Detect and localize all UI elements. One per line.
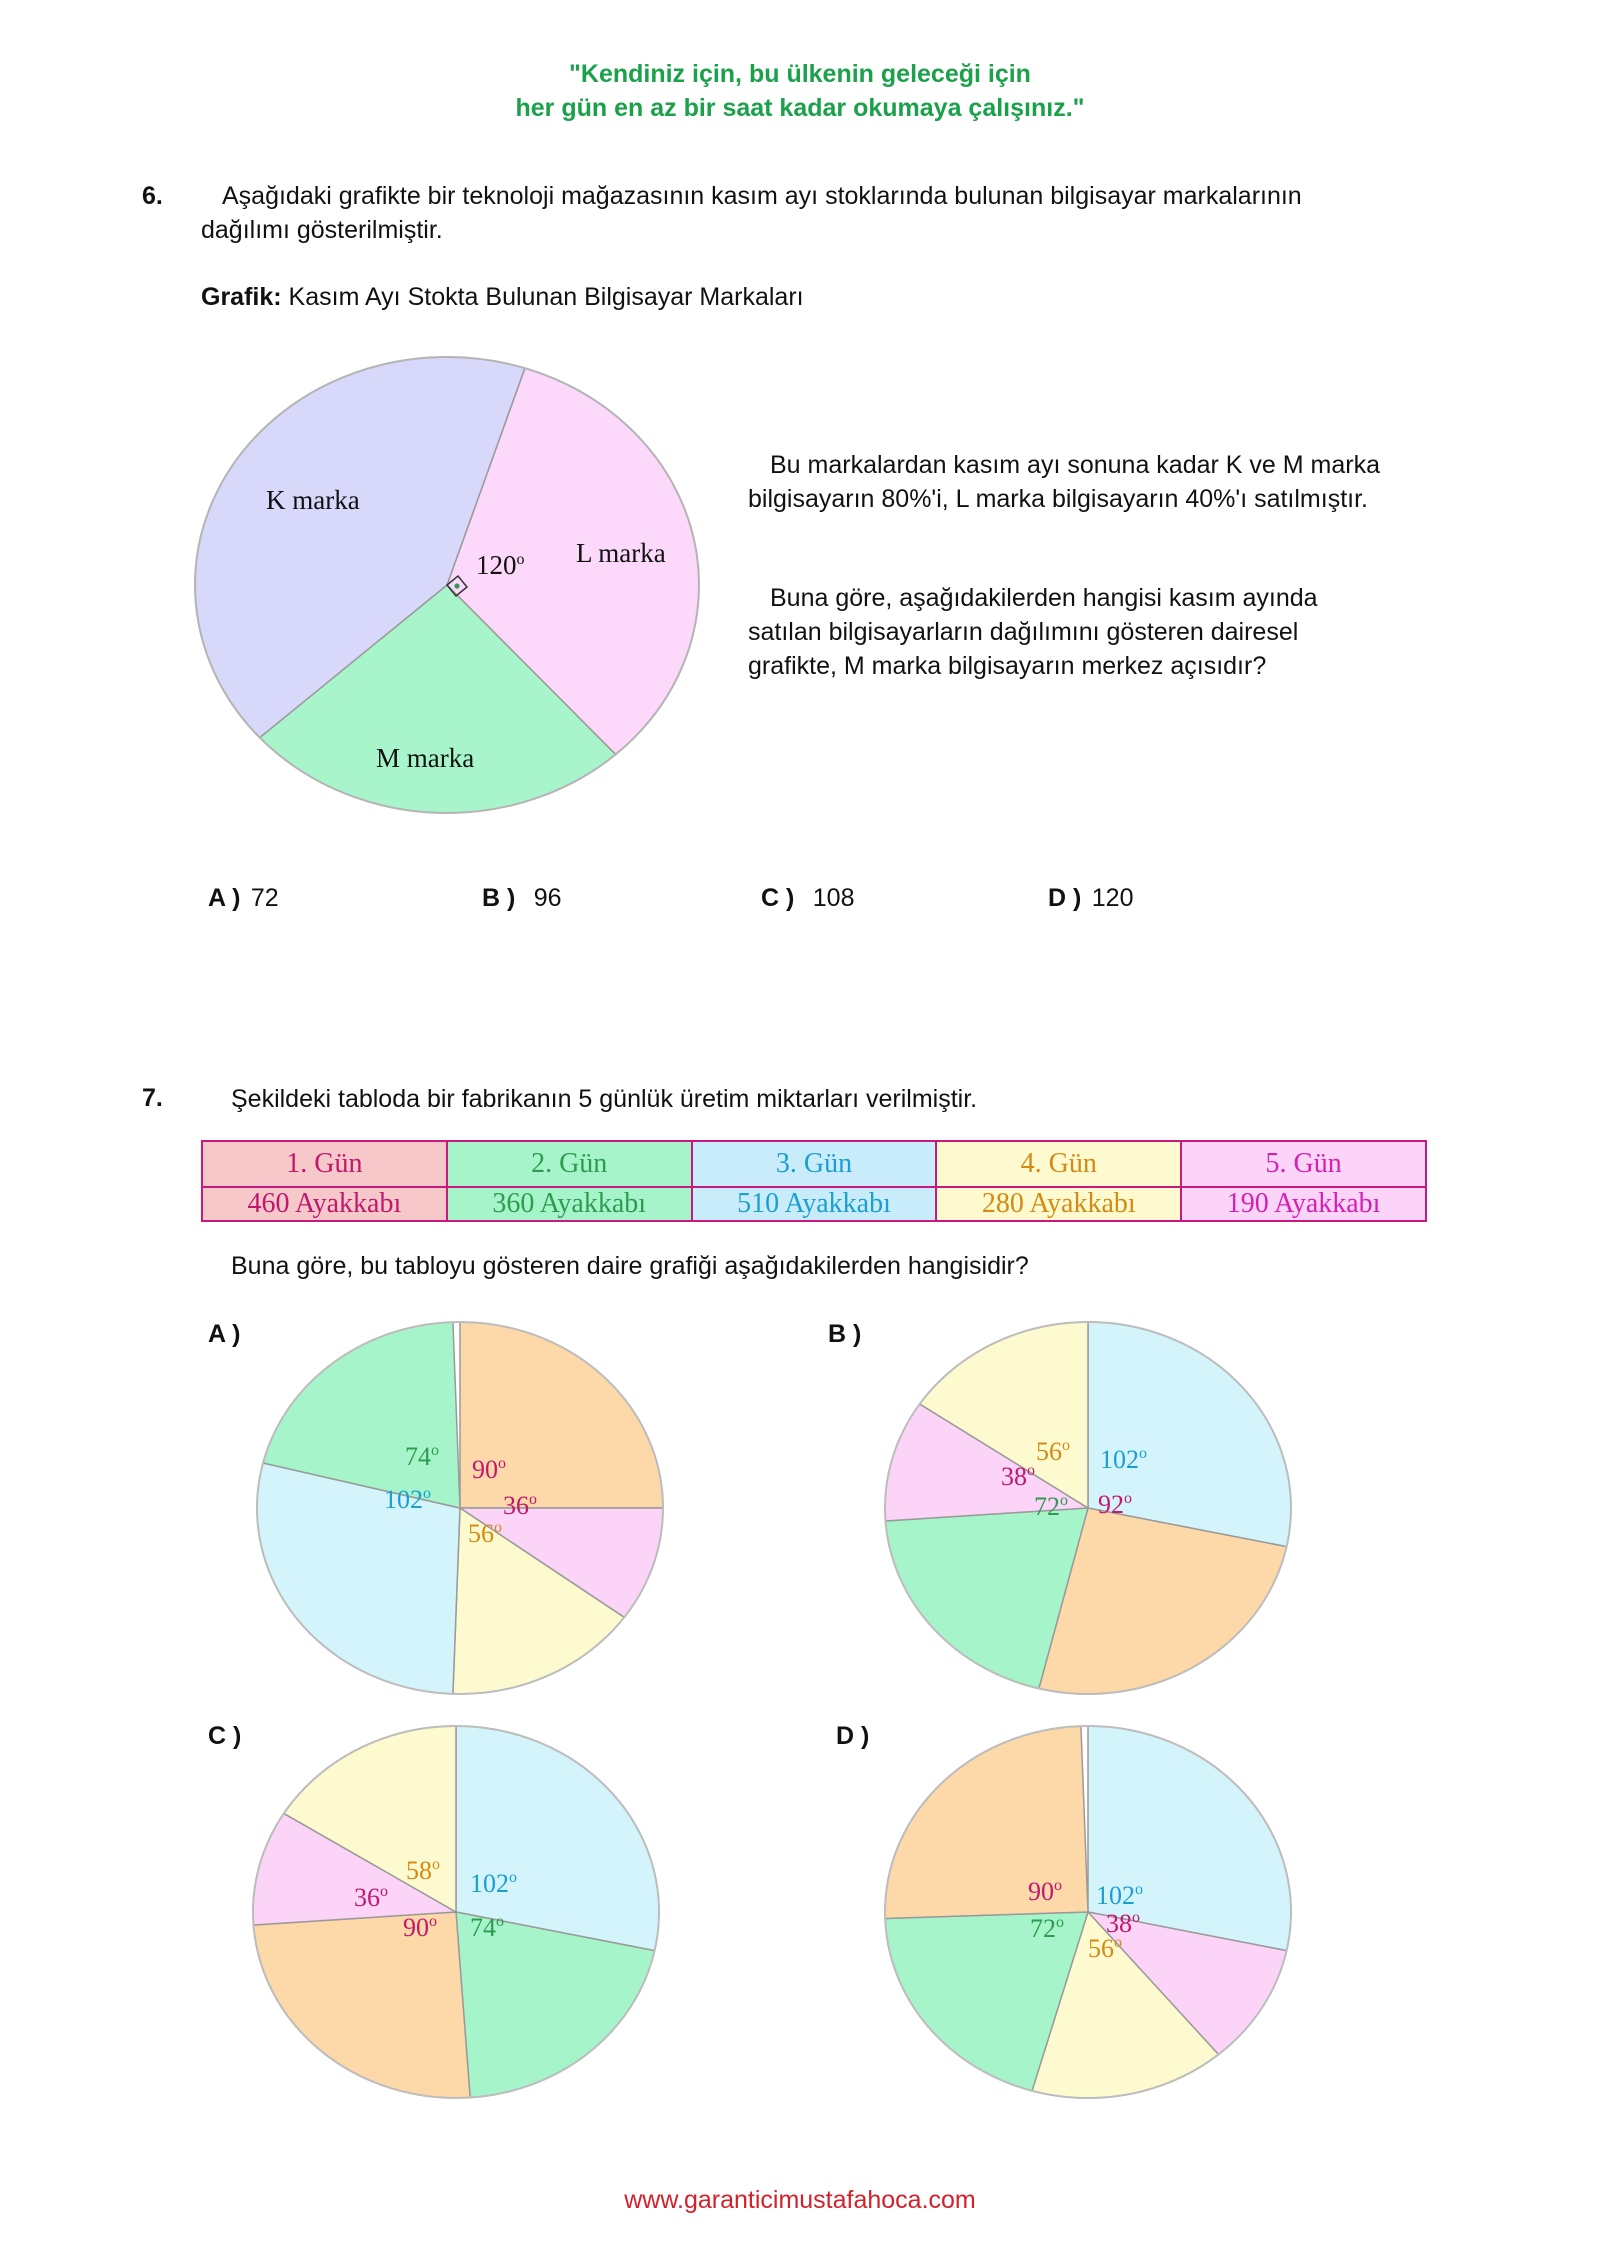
- q6-option-c[interactable]: [761, 884, 855, 913]
- pie-chart-option-b[interactable]: [870, 1310, 1300, 1700]
- amount-cell: 510 Ayakkabı: [692, 1187, 937, 1221]
- slice-label: 56$^o$: [1036, 1437, 1070, 1466]
- slice-label: 36$^o$: [503, 1491, 537, 1520]
- q6-option-c-value: 108: [812, 884, 855, 912]
- question-6-info-line-2: bilgisayarın 80%'i, L marka bilgisayarın 40%'ı satılmıştır.: [748, 485, 1368, 513]
- question-6-info-line-1: Bu markalardan kasım ayı sonuna kadar K ve M marka: [770, 451, 1380, 479]
- day-cell: 4. Gün: [936, 1141, 1181, 1187]
- slice-label: 90$^o$: [1028, 1877, 1062, 1906]
- q7-option-c-letter[interactable]: C ): [208, 1722, 242, 1750]
- graph-label: [201, 280, 804, 314]
- day-cell: 5. Gün: [1181, 1141, 1426, 1187]
- q6-option-d-value: 120: [1091, 884, 1134, 912]
- slice-label: 58$^o$: [406, 1856, 440, 1885]
- q6-option-c-letter: C ): [761, 884, 795, 912]
- question-6-question-line-1: Buna göre, aşağıdakilerden hangisi kasım ayında: [770, 584, 1318, 612]
- q6-option-a-value: 72: [250, 884, 279, 912]
- slice-label: 74$^o$: [470, 1913, 504, 1942]
- pie-chart-option-c[interactable]: [248, 1714, 678, 2104]
- production-table-amounts-row: [202, 1187, 1426, 1221]
- slice-label: 90$^o$: [472, 1455, 506, 1484]
- right-angle-dot: [454, 583, 459, 588]
- footer-url[interactable]: www.garanticimustafahoca.com: [624, 2186, 976, 2214]
- slice-label: L marka: [576, 538, 666, 568]
- q6-option-b-letter: B ): [482, 884, 516, 912]
- slice-label: 56$^o$: [1088, 1934, 1122, 1963]
- production-table-days-row: [202, 1141, 1426, 1187]
- slice-label: 72$^o$: [1034, 1492, 1068, 1521]
- day-cell: 3. Gün: [692, 1141, 937, 1187]
- angle-label: 120$^o$: [476, 550, 525, 580]
- q7-option-b-letter[interactable]: B ): [828, 1320, 862, 1348]
- question-7-question: Buna göre, bu tabloyu gösteren daire grafiği aşağıdakilerden hangisidir?: [231, 1252, 1029, 1280]
- slice-label: 90$^o$: [403, 1913, 437, 1942]
- question-7-intro: Şekildeki tabloda bir fabrikanın 5 günlük üretim miktarları verilmiştir.: [231, 1085, 978, 1113]
- question-7-number: 7.: [142, 1084, 163, 1112]
- pie-chart-option-d[interactable]: [870, 1714, 1300, 2104]
- question-6-intro-line-2: dağılımı gösterilmiştir.: [201, 216, 443, 244]
- amount-cell: 190 Ayakkabı: [1181, 1187, 1426, 1221]
- question-6-intro-line-1: Aşağıdaki grafikte bir teknoloji mağazasının kasım ayı stoklarında bulunan bilgisayar markalarının: [222, 182, 1302, 210]
- day-cell: 2. Gün: [447, 1141, 692, 1187]
- pie-chart-option-a[interactable]: [250, 1310, 680, 1700]
- slice-label: 38$^o$: [1001, 1462, 1035, 1491]
- q6-option-a-letter: A ): [208, 884, 241, 912]
- q6-option-a[interactable]: [208, 884, 279, 913]
- slice-label: 56$^o$: [468, 1519, 502, 1548]
- slice-label: 74$^o$: [405, 1442, 439, 1471]
- slice-label: M marka: [376, 743, 475, 773]
- pie-chart-stock: [190, 350, 720, 820]
- pie-slice: [253, 1912, 470, 2098]
- q6-option-b[interactable]: [482, 884, 562, 913]
- question-6-number: 6.: [142, 182, 163, 210]
- slice-label: 102$^o$: [384, 1485, 431, 1514]
- q6-option-b-value: 96: [533, 884, 562, 912]
- slice-label: 92$^o$: [1098, 1490, 1132, 1519]
- q6-option-d-letter: D ): [1048, 884, 1082, 912]
- amount-cell: 460 Ayakkabı: [202, 1187, 447, 1221]
- slice-label: 102$^o$: [470, 1869, 517, 1898]
- day-cell: 1. Gün: [202, 1141, 447, 1187]
- production-table: [201, 1140, 1427, 1222]
- slice-label: 102$^o$: [1096, 1881, 1143, 1910]
- amount-cell: 280 Ayakkabı: [936, 1187, 1181, 1221]
- slice-label: K marka: [266, 485, 360, 515]
- graph-label-prefix: Grafik:: [201, 283, 282, 311]
- q6-option-d[interactable]: [1048, 884, 1134, 913]
- motto-line-2: her gün en az bir saat kadar okumaya çalışınız.": [515, 94, 1085, 122]
- slice-label: 36$^o$: [354, 1883, 388, 1912]
- amount-cell: 360 Ayakkabı: [447, 1187, 692, 1221]
- motto-line-1: "Kendiniz için, bu ülkenin geleceği için: [569, 60, 1031, 88]
- q7-option-d-letter[interactable]: D ): [836, 1722, 870, 1750]
- q7-option-a-letter[interactable]: A ): [208, 1320, 241, 1348]
- slice-label: 72$^o$: [1030, 1914, 1064, 1943]
- slice-label: 38$^o$: [1106, 1909, 1140, 1938]
- question-6-question-line-3: grafikte, M marka bilgisayarın merkez açısıdır?: [748, 652, 1267, 680]
- graph-label-text: Kasım Ayı Stokta Bulunan Bilgisayar Markaları: [288, 283, 804, 311]
- slice-label: 102$^o$: [1100, 1445, 1147, 1474]
- question-6-question-line-2: satılan bilgisayarların dağılımını gösteren dairesel: [748, 618, 1299, 646]
